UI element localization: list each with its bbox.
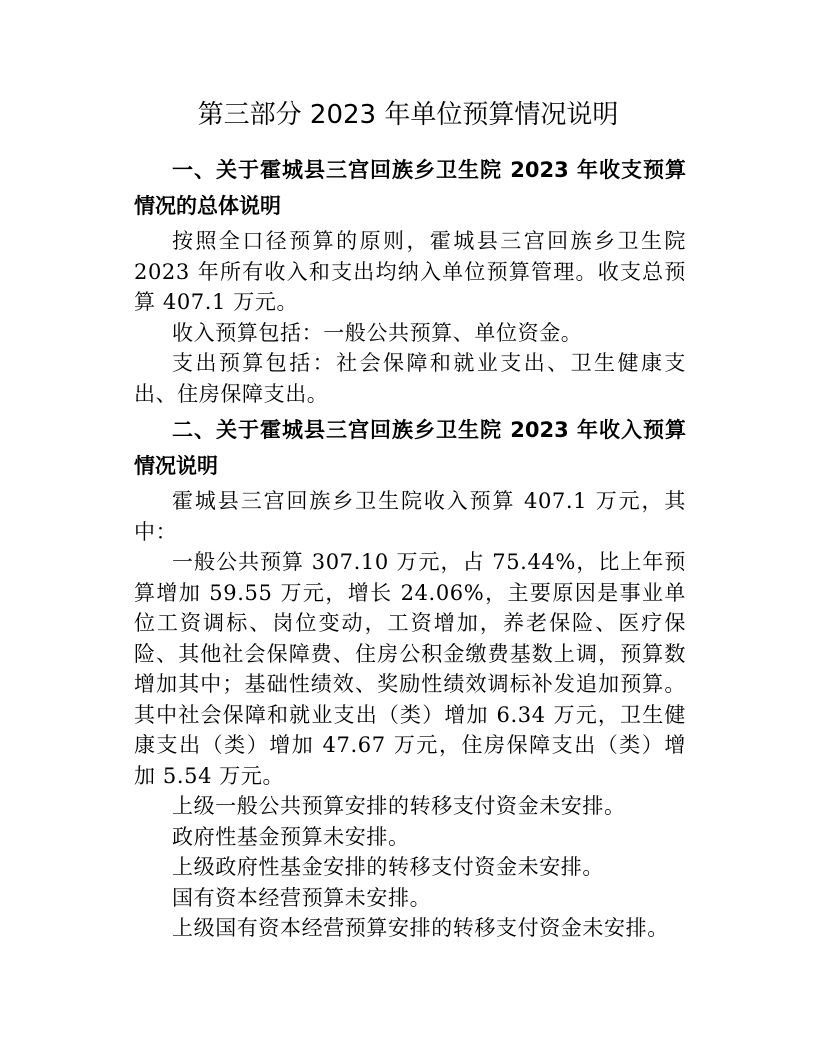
paragraph: 收入预算包括：一般公共预算、单位资金。 [172,320,583,345]
section-body-overview [134,226,686,409]
paragraph: 政府性基金预算未安排。 [172,824,410,849]
paragraph: 国有资本经营预算未安排。 [172,885,432,910]
paragraph: 支出预算包括：社会保障和就业支出、卫生健康支出、住房保障支出。 [134,351,686,406]
section-body-income [134,486,686,944]
paragraph: 按照全口径预算的原则，霍城县三宫回族乡卫生院 2023 年所有收入和支出均纳入单位预算管理。收支总预算 407.1 万元。 [134,229,686,314]
document-title: 第三部分 2023 年单位预算情况说明 [197,100,619,130]
paragraph: 上级一般公共预算安排的转移支付资金未安排。 [172,794,626,818]
paragraph: 一般公共预算 307.10 万元，占 75.44%，比上年预算增加 59.55 万元，增长 24.06%，主要原因是事业单位工资调标、岗位变动，工资增加，养老保险、医疗保险、其他社会保障费、住房公积金缴费基数上调，预算数增加其中；基础性绩效、奖励性绩效调标补发追加预算。其中社会保障和就业支出（类）增加 6.34 万元，卫生健康支出（类）增加 47.67 万元，住房保障支出（类）增加 5.54 万元。 [134,550,686,788]
paragraph: 上级政府性基金安排的转移支付资金未安排。 [172,855,604,879]
paragraph: 上级国有资本经营预算安排的转移支付资金未安排。 [172,916,669,940]
section-heading-overview: 一、关于霍城县三宫回族乡卫生院 2023 年收支预算情况的总体说明 [134,158,686,218]
paragraph: 霍城县三宫回族乡卫生院收入预算 407.1 万元，其中： [134,489,686,544]
section-heading-income: 二、关于霍城县三宫回族乡卫生院 2023 年收入预算情况说明 [134,418,686,478]
